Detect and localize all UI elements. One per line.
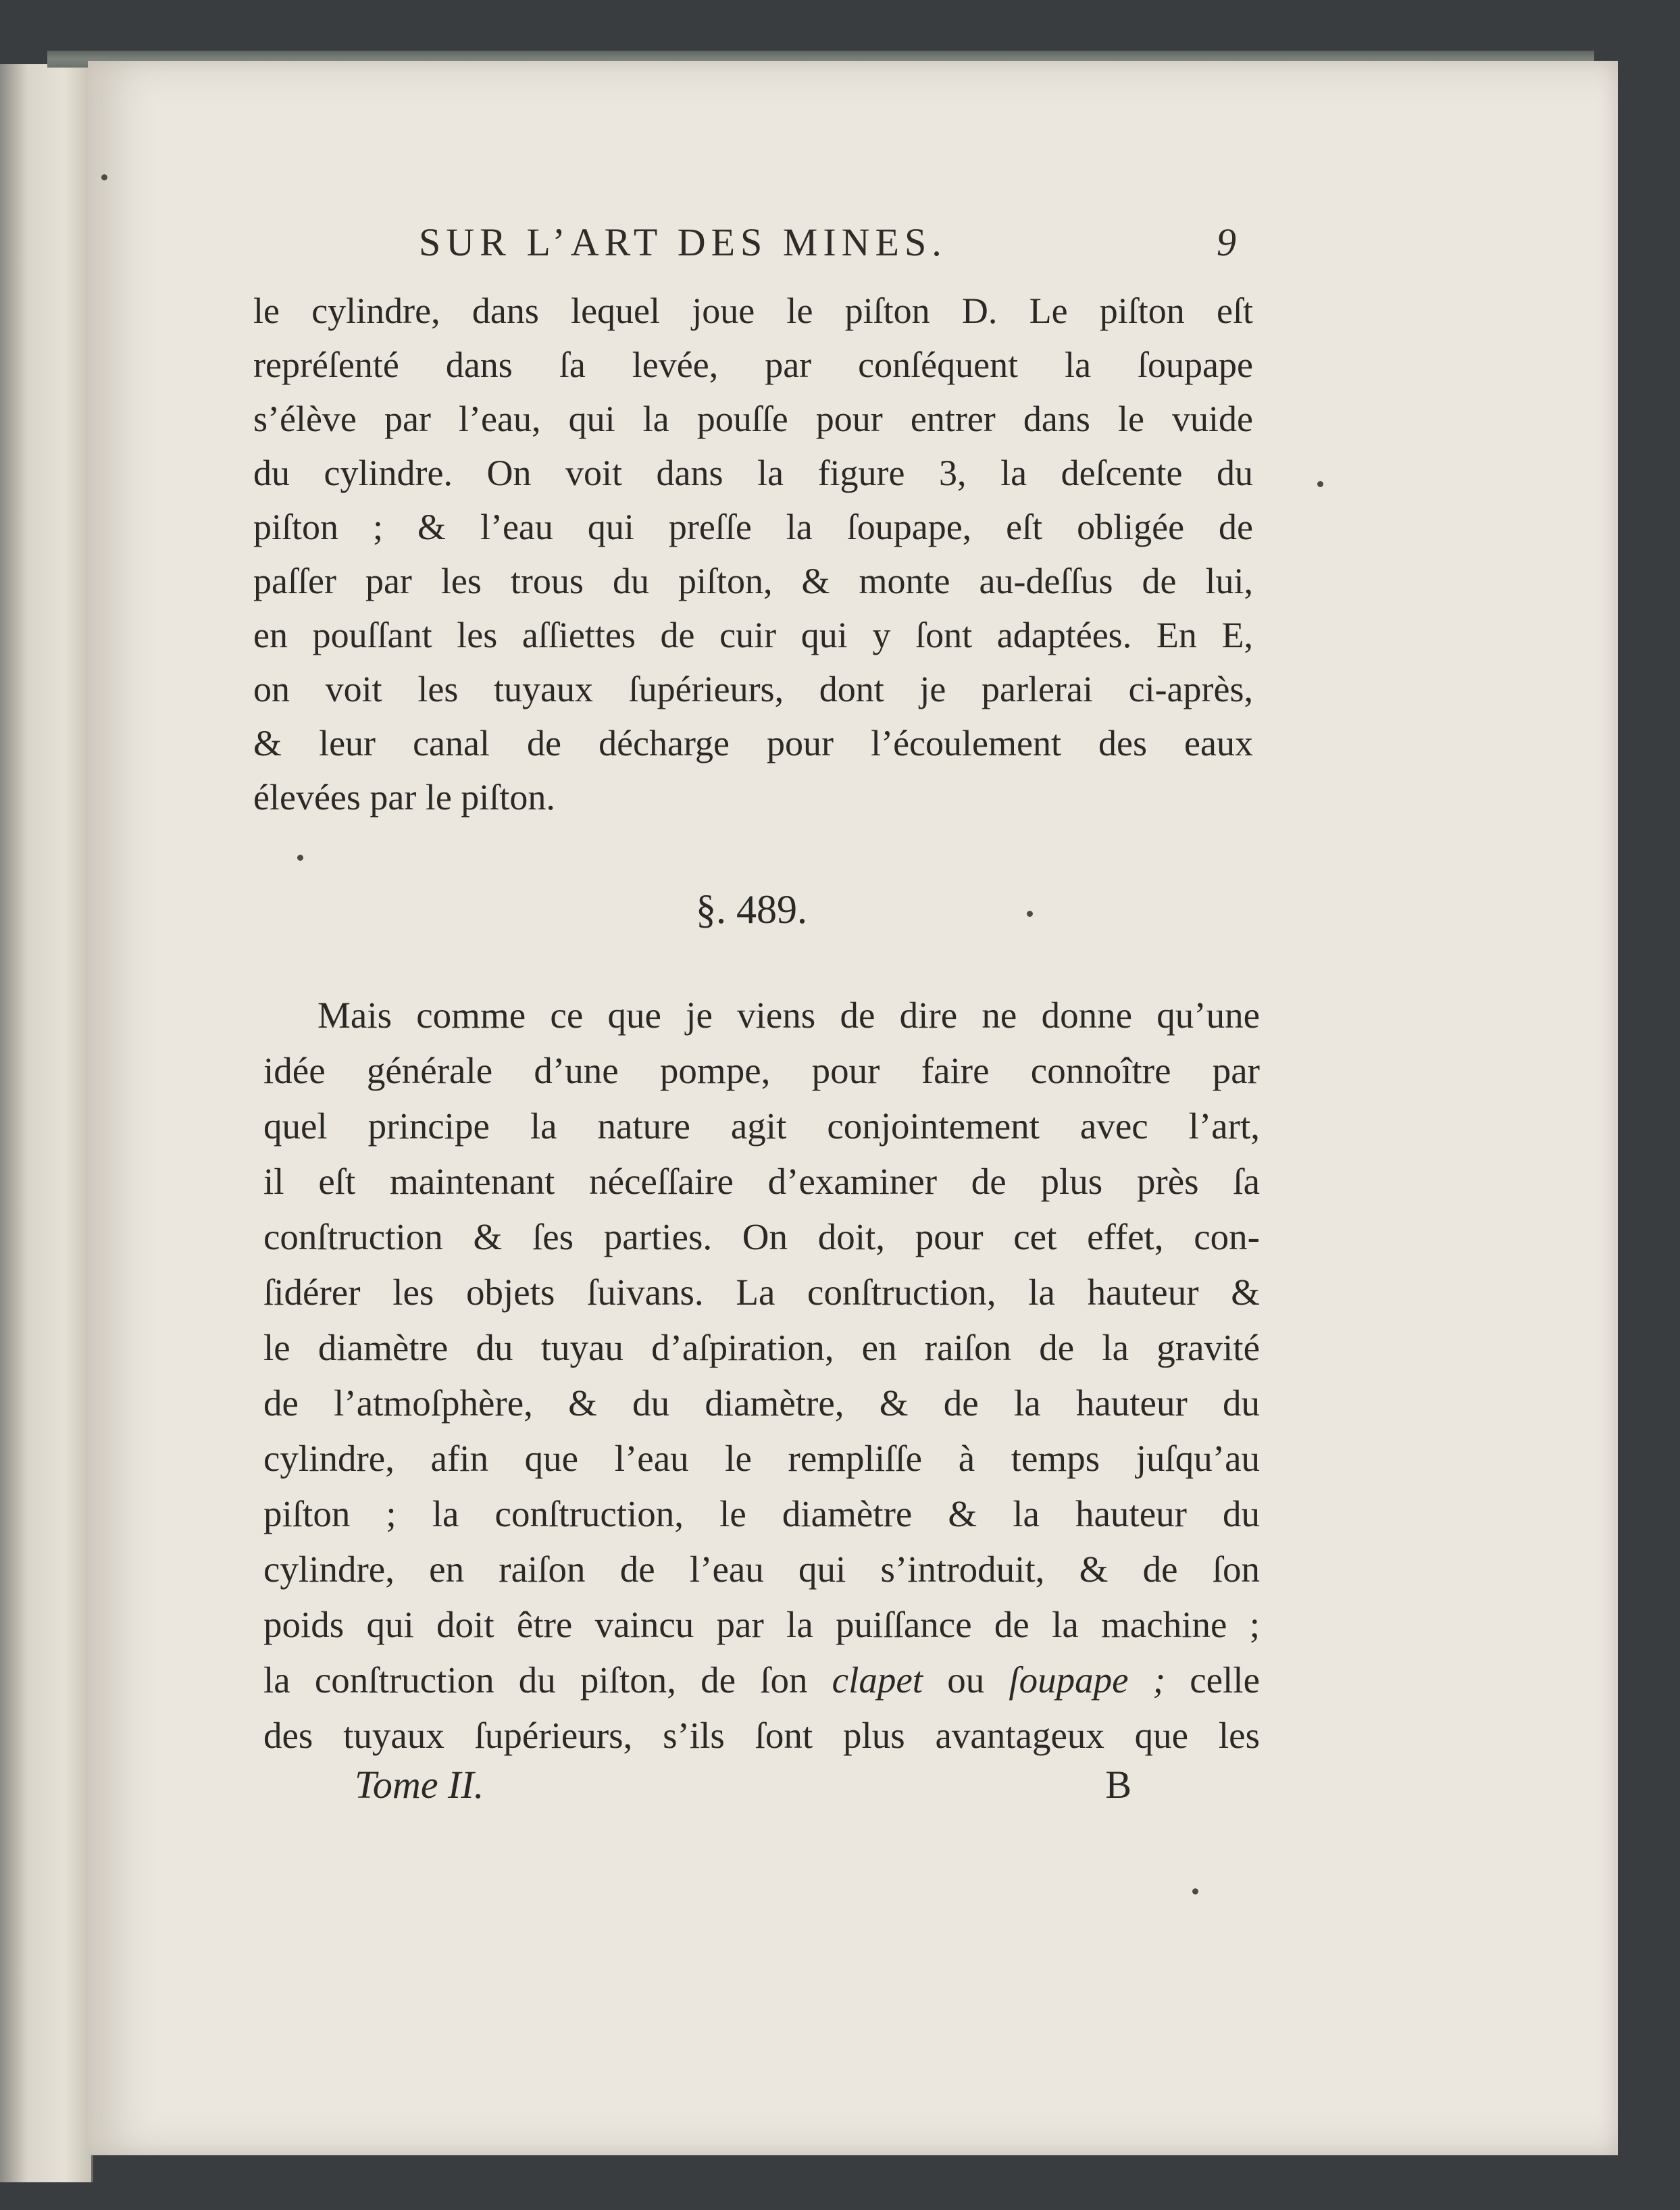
paper-speck bbox=[1027, 911, 1033, 917]
paper-speck bbox=[101, 174, 107, 180]
page-footer bbox=[355, 1762, 1131, 1816]
text-line: cylindre, afin que l’eau le rempliſſe à temps juſqu’au bbox=[263, 1438, 1260, 1479]
text-line: poids qui doit être vaincu par la puiſſance de la machine ; bbox=[263, 1604, 1260, 1645]
text-line: idée générale d’une pompe, pour faire connoître par bbox=[263, 1050, 1260, 1091]
text-line: piſton ; & l’eau qui preſſe la ſoupape, eſt obligée de bbox=[253, 507, 1253, 547]
section-heading: §. 489. bbox=[696, 887, 807, 932]
paper-speck bbox=[1317, 481, 1323, 487]
text-line: des tuyaux ſupérieurs, s’ils ſont plus avantageux que les bbox=[263, 1715, 1260, 1756]
text-run: la conſtruction du piſton, de ſon bbox=[263, 1659, 832, 1701]
page-number: 9 bbox=[1217, 220, 1236, 264]
text-line: paſſer par les trous du piſton, & monte au-deſſus de lui, bbox=[253, 561, 1253, 601]
paper-speck bbox=[1192, 1888, 1198, 1894]
paragraph-1 bbox=[253, 284, 1253, 824]
text-line: ſidérer les objets ſuivans. La conſtruction, la hauteur & bbox=[263, 1272, 1260, 1313]
text-line: élevées par le piſton. bbox=[253, 777, 555, 818]
text-line: en pouſſant les aſſiettes de cuir qui y ſont adaptées. En E, bbox=[253, 615, 1253, 655]
text-line: le cylindre, dans lequel joue le piſton D. Le piſton eſt bbox=[253, 291, 1253, 331]
paper-speck bbox=[297, 855, 303, 861]
text-line: repréſenté dans ſa levée, par conſéquent la ſoupape bbox=[253, 345, 1253, 385]
text-line: on voit les tuyaux ſupérieurs, dont je parlerai ci-après, bbox=[253, 669, 1253, 709]
text-line: de l’atmoſphère, & du diamètre, & de la hauteur du bbox=[263, 1382, 1260, 1424]
text-run: ou bbox=[923, 1659, 1009, 1701]
text-run: celle bbox=[1165, 1659, 1260, 1701]
text-line: le diamètre du tuyau d’aſpiration, en raiſon de la gravité bbox=[263, 1327, 1260, 1368]
text-line: cylindre, en raiſon de l’eau qui s’introduit, & de ſon bbox=[263, 1549, 1260, 1590]
text-line: Mais comme ce que je viens de dire ne donne qu’une bbox=[317, 995, 1260, 1036]
italic-term-soupape: ſoupape ; bbox=[1009, 1659, 1166, 1701]
text-line: du cylindre. On voit dans la figure 3, la deſcente du bbox=[253, 453, 1253, 493]
paragraph-2 bbox=[263, 988, 1260, 1763]
text-line: s’élève par l’eau, qui la pouſſe pour entrer dans le vuide bbox=[253, 399, 1253, 439]
signature-mark: B bbox=[1105, 1763, 1131, 1807]
facing-page-edge bbox=[0, 64, 93, 2182]
text-line: conſtruction & ſes parties. On doit, pour cet effet, con- bbox=[263, 1216, 1260, 1257]
text-line: piſton ; la conſtruction, le diamètre & la hauteur du bbox=[263, 1493, 1260, 1534]
running-header bbox=[419, 220, 1236, 274]
text-line: il eſt maintenant néceſſaire d’examiner de plus près ſa bbox=[263, 1161, 1260, 1202]
volume-label: Tome II. bbox=[355, 1763, 484, 1807]
text-line: & leur canal de décharge pour l’écoulement des eaux bbox=[253, 723, 1253, 763]
text-line: quel principe la nature agit conjointement avec l’art, bbox=[263, 1105, 1260, 1147]
text-line-mixed bbox=[263, 1653, 1260, 1708]
running-title: SUR L’ART DES MINES. bbox=[419, 220, 947, 264]
italic-term-clapet: clapet bbox=[832, 1659, 923, 1701]
